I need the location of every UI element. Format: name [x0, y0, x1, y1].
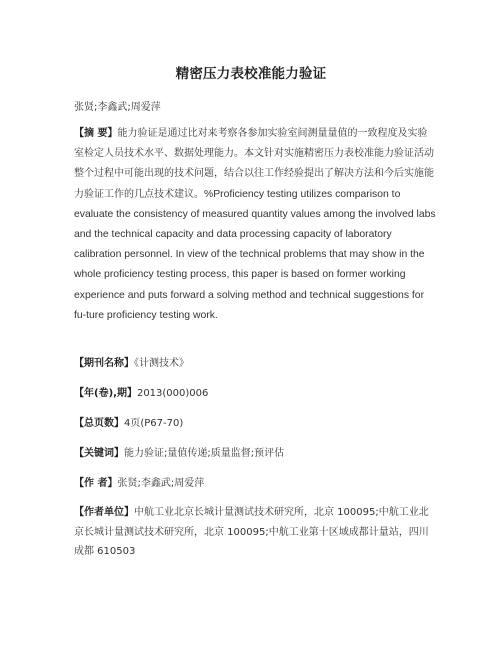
- authors-line: 张贤;李鑫武;周爱萍: [74, 102, 161, 113]
- author-unit-label: 【作者单位】: [74, 507, 134, 518]
- year-issue-value: 2013(000)006: [136, 388, 209, 399]
- keywords-value: 能力验证;量值传递;质量监督;预评估: [124, 448, 285, 459]
- author-value: 张贤;李鑫武;周爱萍: [117, 478, 205, 489]
- year-issue-field: [74, 384, 436, 404]
- author-unit-field: [74, 503, 436, 562]
- pages-field: [74, 414, 436, 434]
- author-label: 【作 者】: [74, 478, 118, 489]
- journal-value: 《计测技术》: [134, 358, 189, 369]
- abstract-section: [74, 124, 436, 326]
- journal-field: [74, 354, 436, 374]
- pages-label: 【总页数】: [74, 418, 124, 429]
- abstract-label: 【摘 要】: [74, 128, 118, 139]
- keywords-label: 【关键词】: [74, 448, 124, 459]
- journal-label: 【期刊名称】: [74, 358, 134, 369]
- document-title: 精密压力表校准能力验证: [175, 66, 327, 82]
- abstract-english-text: %Proficiency testing utilizes comparison to evaluate the consistency of measured quantity values among the involved labs and the technical capacity and data processing capacity of laboratory calibration personnel. In view of the technical problems that may show in the whole proficiency testing process, this paper is based on former working experience and puts forward a solving method and technical suggestions for fu-ture proficiency testing work.: [74, 188, 436, 321]
- year-issue-label: 【年(卷),期】: [74, 388, 137, 399]
- author-field: [74, 474, 436, 494]
- pages-value: 4页(P67-70): [124, 418, 184, 429]
- keywords-field: [74, 444, 436, 464]
- abstract-chinese-text: 能力验证是通过比对来考察各参加实验室间测量量值的一致程度及实验室检定人员技术水平、数据处理能力。本文针对实施精密压力表校准能力验证活动整个过程中可能出现的技术问题，结合以往工作经验提出了解决方法和今后实施能力验证工作的几点技术建议。: [74, 128, 434, 200]
- author-unit-value: 中航工业北京长城计量测试技术研究所，北京 100095;中航工业北京长城计量测试技术研究所，北京 100095;中航工业第十区域成都计量站，四川 成都 610503: [74, 507, 429, 557]
